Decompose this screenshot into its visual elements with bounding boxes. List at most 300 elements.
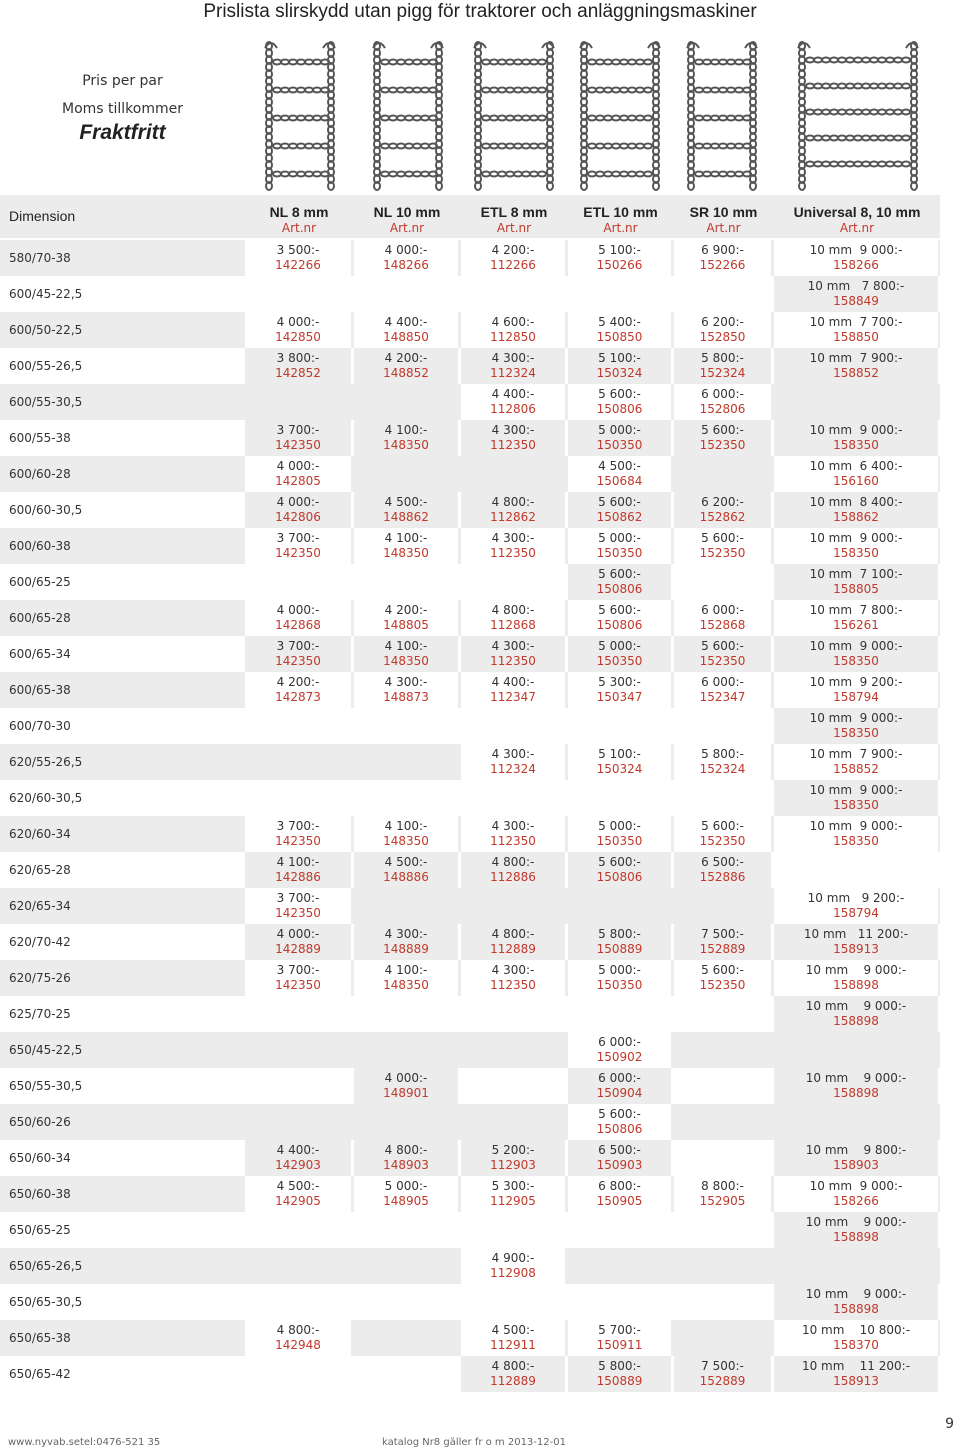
price-cell <box>354 744 458 780</box>
price-cell <box>461 996 565 1032</box>
article-number: 158913 <box>833 942 879 956</box>
article-number: 158862 <box>833 510 879 524</box>
article-number: 148889 <box>383 942 429 956</box>
price-value: 10 mm 7 900:- <box>809 747 903 761</box>
price-value: 10 mm 11 200:- <box>801 1359 911 1373</box>
article-number: 112868 <box>490 618 536 632</box>
price-cell <box>245 1284 351 1320</box>
article-number: 150806 <box>596 618 643 632</box>
price-cell <box>774 276 938 312</box>
price-cell <box>774 1356 938 1392</box>
footer-website: www.nyvab.se <box>8 1437 80 1448</box>
table-row <box>0 312 940 348</box>
price-cell <box>245 780 351 816</box>
article-number: 152350 <box>699 978 746 992</box>
dimension-cell: 620/60-34 <box>9 827 71 841</box>
price-cell <box>354 816 458 852</box>
table-row <box>0 708 940 744</box>
price-cell <box>354 492 458 528</box>
article-number: 152862 <box>699 510 746 524</box>
article-number: 148905 <box>383 1194 429 1208</box>
price-cell <box>461 600 565 636</box>
table-row <box>0 276 940 312</box>
price-cell <box>774 1104 938 1140</box>
price-cell <box>461 960 565 996</box>
column-art-label: Art.nr <box>496 221 532 235</box>
price-value: 10 mm 8 400:- <box>809 495 903 509</box>
article-number: 142806 <box>275 510 321 524</box>
price-value: 10 mm 7 100:- <box>809 567 903 581</box>
column-name: ETL 10 mm <box>583 204 658 220</box>
article-number: 142350 <box>275 978 321 992</box>
price-cell <box>568 564 671 600</box>
price-value: 4 300:- <box>491 531 535 545</box>
article-number: 152905 <box>699 1194 746 1208</box>
price-value: 4 000:- <box>276 459 320 473</box>
price-value: 10 mm 7 800:- <box>807 279 905 293</box>
price-cell <box>774 600 938 636</box>
table-row <box>0 600 940 636</box>
column-header <box>461 204 567 236</box>
price-cell <box>354 1068 458 1104</box>
price-cell <box>674 312 771 348</box>
price-value: 4 400:- <box>491 675 535 689</box>
price-cell <box>774 816 938 852</box>
price-cell <box>245 312 351 348</box>
price-cell <box>774 636 938 672</box>
article-number: 112350 <box>490 654 536 668</box>
dimension-cell: 600/60-30,5 <box>9 503 83 517</box>
column-art-label: Art.nr <box>603 221 638 235</box>
price-value: 4 200:- <box>384 603 428 617</box>
table-row <box>0 348 940 384</box>
article-number: 112350 <box>490 438 536 452</box>
price-cell <box>568 924 671 960</box>
price-cell <box>674 672 771 708</box>
table-row <box>0 564 940 600</box>
table-row <box>0 1248 940 1284</box>
price-cell <box>461 276 565 312</box>
price-value: 4 400:- <box>491 387 535 401</box>
price-cell <box>774 924 938 960</box>
price-cell <box>245 1068 351 1104</box>
article-number: 148873 <box>383 690 429 704</box>
price-cell <box>245 348 351 384</box>
price-cell <box>774 780 938 816</box>
article-number: 142948 <box>275 1338 321 1352</box>
dimension-cell: 620/65-28 <box>9 863 71 877</box>
price-value: 4 800:- <box>384 1143 428 1157</box>
article-number: 142350 <box>275 654 321 668</box>
table-row <box>0 1068 940 1104</box>
price-cell <box>568 1068 671 1104</box>
price-cell <box>461 456 565 492</box>
price-value: 4 500:- <box>276 1179 320 1193</box>
price-value: 4 500:- <box>491 1323 535 1337</box>
dimension-cell: 620/65-34 <box>9 899 71 913</box>
article-number: 148350 <box>383 654 429 668</box>
table-row <box>0 852 940 888</box>
column-art-label: Art.nr <box>839 221 875 235</box>
price-value: 6 000:- <box>598 1071 641 1085</box>
price-cell <box>461 744 565 780</box>
price-value: 6 000:- <box>701 675 744 689</box>
article-number: 158903 <box>833 1158 879 1172</box>
table-row <box>0 492 940 528</box>
price-cell <box>674 276 771 312</box>
article-number: 148850 <box>383 330 429 344</box>
dimension-cell: 600/65-34 <box>9 647 71 661</box>
article-number: 150347 <box>596 690 643 704</box>
footer-catalog: katalog Nr8 gäller fr o m 2013-12-01 <box>382 1437 566 1448</box>
price-value: 10 mm 9 000:- <box>809 711 903 725</box>
price-cell <box>774 1140 938 1176</box>
price-cell <box>568 708 671 744</box>
price-cell <box>461 672 565 708</box>
price-value: 4 300:- <box>491 639 535 653</box>
price-cell <box>461 1212 565 1248</box>
price-cell <box>568 1356 671 1392</box>
price-cell <box>568 1176 671 1212</box>
chain-image <box>677 38 767 196</box>
price-cell <box>461 312 565 348</box>
price-value: 5 300:- <box>598 675 641 689</box>
price-cell <box>674 384 771 420</box>
price-cell <box>245 1140 351 1176</box>
price-value: 4 000:- <box>384 243 428 257</box>
price-cell <box>674 1212 771 1248</box>
chain-image <box>464 38 564 196</box>
dimension-cell: 650/65-42 <box>9 1367 71 1381</box>
price-cell <box>461 708 565 744</box>
price-value: 4 000:- <box>384 1071 428 1085</box>
article-number: 158350 <box>833 654 879 668</box>
price-cell <box>774 528 938 564</box>
dimension-cell: 600/50-22,5 <box>9 323 83 337</box>
price-cell <box>461 528 565 564</box>
article-number: 158266 <box>833 258 879 272</box>
column-header <box>245 204 353 236</box>
price-cell <box>674 888 771 924</box>
price-value: 6 800:- <box>598 1179 641 1193</box>
article-number: 142903 <box>275 1158 321 1172</box>
article-number: 158898 <box>833 1086 879 1100</box>
table-row <box>0 1212 940 1248</box>
price-value: 10 mm 9 000:- <box>809 1179 903 1193</box>
price-value: 5 700:- <box>598 1323 641 1337</box>
article-number: 156261 <box>833 618 879 632</box>
price-cell <box>354 780 458 816</box>
table-row <box>0 1176 940 1212</box>
article-number: 142350 <box>275 438 321 452</box>
article-number: 150889 <box>596 1374 643 1388</box>
article-number: 148901 <box>383 1086 429 1100</box>
article-number: 158898 <box>833 1014 879 1028</box>
price-cell <box>568 240 671 276</box>
price-cell <box>774 960 938 996</box>
price-cell <box>245 528 351 564</box>
price-cell <box>674 1140 771 1176</box>
price-cell <box>354 276 458 312</box>
table-row <box>0 816 940 852</box>
article-number: 150806 <box>596 402 643 416</box>
price-cell <box>568 1212 671 1248</box>
price-value: 4 100:- <box>276 855 320 869</box>
price-cell <box>774 1320 938 1356</box>
price-cell <box>674 852 771 888</box>
price-value: 4 300:- <box>491 963 535 977</box>
price-value: 4 200:- <box>491 243 535 257</box>
article-number: 112889 <box>490 1374 536 1388</box>
article-number: 152350 <box>699 546 746 560</box>
price-cell <box>354 1140 458 1176</box>
article-number: 148886 <box>383 870 429 884</box>
price-value: 4 100:- <box>384 639 428 653</box>
price-value: 10 mm 10 800:- <box>801 1323 911 1337</box>
price-per-pair-note: Pris per par <box>82 73 163 89</box>
price-value: 10 mm 9 000:- <box>805 1287 907 1301</box>
article-number: 158350 <box>833 798 879 812</box>
price-value: 10 mm 7 700:- <box>809 315 903 329</box>
price-cell <box>568 744 671 780</box>
article-number: 152350 <box>699 438 746 452</box>
article-number: 112886 <box>490 870 536 884</box>
article-number: 152886 <box>699 870 746 884</box>
price-cell <box>245 1356 351 1392</box>
table-row <box>0 1284 940 1320</box>
price-value: 5 000:- <box>598 639 641 653</box>
dimension-cell: 620/55-26,5 <box>9 755 83 769</box>
price-cell <box>568 348 671 384</box>
price-cell <box>354 1320 458 1356</box>
article-number: 112324 <box>490 762 536 776</box>
price-value: 4 500:- <box>384 855 428 869</box>
price-value: 4 500:- <box>384 495 428 509</box>
price-cell <box>674 1248 771 1284</box>
price-cell <box>461 564 565 600</box>
column-art-label: Art.nr <box>706 221 741 235</box>
price-cell <box>774 996 938 1032</box>
price-value: 4 000:- <box>276 315 320 329</box>
price-value: 10 mm 9 000:- <box>805 963 907 977</box>
price-value: 5 100:- <box>598 243 641 257</box>
article-number: 142266 <box>275 258 321 272</box>
chain-image <box>788 38 928 196</box>
price-cell <box>354 600 458 636</box>
price-cell <box>354 636 458 672</box>
price-value: 5 800:- <box>701 747 744 761</box>
dimension-cell: 600/65-38 <box>9 683 71 697</box>
column-name: NL 10 mm <box>373 204 441 220</box>
dimension-cell: 600/55-38 <box>9 431 71 445</box>
price-cell <box>461 1284 565 1320</box>
article-number: 158350 <box>833 726 879 740</box>
table-row <box>0 1356 940 1392</box>
price-cell <box>245 1248 351 1284</box>
price-cell <box>568 420 671 456</box>
price-cell <box>245 384 351 420</box>
price-value: 4 100:- <box>384 531 428 545</box>
dimension-cell: 650/60-34 <box>9 1151 71 1165</box>
price-value: 4 200:- <box>276 675 320 689</box>
footer-phone: tel:0476-521 35 <box>80 1437 161 1448</box>
price-cell <box>774 456 938 492</box>
article-number: 142873 <box>275 690 321 704</box>
article-number: 142889 <box>275 942 321 956</box>
price-cell <box>461 1140 565 1176</box>
price-value: 5 000:- <box>598 531 641 545</box>
price-value: 4 800:- <box>491 927 535 941</box>
dimension-cell: 620/70-42 <box>9 935 71 949</box>
price-value: 3 700:- <box>276 639 320 653</box>
article-number: 112905 <box>490 1194 536 1208</box>
price-cell <box>354 1356 458 1392</box>
article-number: 158350 <box>833 438 879 452</box>
price-cell <box>354 1284 458 1320</box>
article-number: 150350 <box>596 654 643 668</box>
dimension-cell: 600/60-28 <box>9 467 71 481</box>
price-value: 7 500:- <box>701 1359 744 1373</box>
price-value: 4 800:- <box>491 1359 535 1373</box>
table-row <box>0 780 940 816</box>
article-number: 148350 <box>383 546 429 560</box>
price-cell <box>461 1176 565 1212</box>
dimension-cell: 650/65-38 <box>9 1331 71 1345</box>
price-cell <box>245 924 351 960</box>
table-row <box>0 1140 940 1176</box>
price-cell <box>568 492 671 528</box>
column-name: Universal 8, 10 mm <box>793 204 921 220</box>
price-cell <box>461 636 565 672</box>
price-cell <box>568 996 671 1032</box>
price-cell <box>674 996 771 1032</box>
price-cell <box>774 708 938 744</box>
price-cell <box>354 996 458 1032</box>
column-art-label: Art.nr <box>389 221 425 235</box>
price-cell <box>774 348 938 384</box>
column-name: NL 8 mm <box>269 204 329 220</box>
article-number: 148903 <box>383 1158 429 1172</box>
price-value: 4 100:- <box>384 423 428 437</box>
price-value: 10 mm 11 200:- <box>803 927 909 941</box>
price-cell <box>674 348 771 384</box>
price-value: 3 700:- <box>276 423 320 437</box>
article-number: 158898 <box>833 978 879 992</box>
article-number: 152868 <box>699 618 746 632</box>
article-number: 156160 <box>833 474 879 488</box>
article-number: 150350 <box>596 546 643 560</box>
price-cell <box>354 456 458 492</box>
column-name: SR 10 mm <box>689 204 758 220</box>
dimension-cell: 625/70-25 <box>9 1007 71 1021</box>
article-number: 150350 <box>596 438 643 452</box>
price-cell <box>461 1248 565 1284</box>
price-cell <box>568 384 671 420</box>
price-value: 3 700:- <box>276 963 320 977</box>
price-cell <box>674 1068 771 1104</box>
article-number: 152889 <box>699 1374 746 1388</box>
price-value: 4 300:- <box>491 819 535 833</box>
article-number: 150324 <box>596 366 643 380</box>
table-row <box>0 420 940 456</box>
article-number: 152324 <box>699 762 746 776</box>
price-cell <box>674 744 771 780</box>
article-number: 150266 <box>596 258 643 272</box>
article-number: 150684 <box>596 474 643 488</box>
price-value: 4 100:- <box>384 819 428 833</box>
price-value: 10 mm 9 000:- <box>809 819 903 833</box>
dimension-cell: 650/65-30,5 <box>9 1295 83 1309</box>
price-cell <box>245 888 351 924</box>
price-cell <box>568 1284 671 1320</box>
article-number: 112266 <box>490 258 536 272</box>
price-value: 4 500:- <box>598 459 641 473</box>
price-cell <box>568 312 671 348</box>
price-cell <box>245 852 351 888</box>
price-cell <box>568 960 671 996</box>
article-number: 158913 <box>833 1374 879 1388</box>
article-number: 112350 <box>490 978 536 992</box>
price-cell <box>354 420 458 456</box>
article-number: 158898 <box>833 1302 879 1316</box>
article-number: 150806 <box>596 582 643 596</box>
price-cell <box>674 528 771 564</box>
dimension-cell: 600/45-22,5 <box>9 287 83 301</box>
chain-image <box>255 38 345 196</box>
price-cell <box>461 852 565 888</box>
article-number: 112350 <box>490 546 536 560</box>
price-value: 4 100:- <box>384 963 428 977</box>
price-value: 4 300:- <box>491 747 535 761</box>
price-cell <box>568 1320 671 1356</box>
article-number: 152266 <box>699 258 746 272</box>
price-cell <box>774 1284 938 1320</box>
price-value: 6 500:- <box>701 855 744 869</box>
dimension-cell: 600/55-30,5 <box>9 395 83 409</box>
table-row <box>0 240 940 276</box>
price-value: 6 000:- <box>598 1035 641 1049</box>
table-row <box>0 996 940 1032</box>
article-number: 150902 <box>596 1050 643 1064</box>
price-cell <box>354 1176 458 1212</box>
price-value: 5 100:- <box>598 351 641 365</box>
article-number: 158849 <box>833 294 879 308</box>
article-number: 142350 <box>275 834 321 848</box>
free-shipping-note: Fraktfritt <box>79 121 166 144</box>
article-number: 112908 <box>490 1266 536 1280</box>
price-value: 4 800:- <box>491 603 535 617</box>
price-cell <box>568 456 671 492</box>
price-cell <box>245 600 351 636</box>
article-number: 142350 <box>275 546 321 560</box>
article-number: 152324 <box>699 366 746 380</box>
article-number: 142852 <box>275 366 321 380</box>
price-cell <box>774 672 938 708</box>
price-value: 5 400:- <box>598 315 641 329</box>
table-row <box>0 960 940 996</box>
article-number: 158852 <box>833 762 879 776</box>
price-value: 5 800:- <box>598 927 641 941</box>
table-row <box>0 1320 940 1356</box>
article-number: 150904 <box>596 1086 643 1100</box>
price-value: 6 200:- <box>701 495 744 509</box>
article-number: 158852 <box>833 366 879 380</box>
article-number: 158350 <box>833 834 879 848</box>
price-cell <box>568 852 671 888</box>
table-row <box>0 924 940 960</box>
price-cell <box>461 1356 565 1392</box>
column-art-label: Art.nr <box>281 221 317 235</box>
